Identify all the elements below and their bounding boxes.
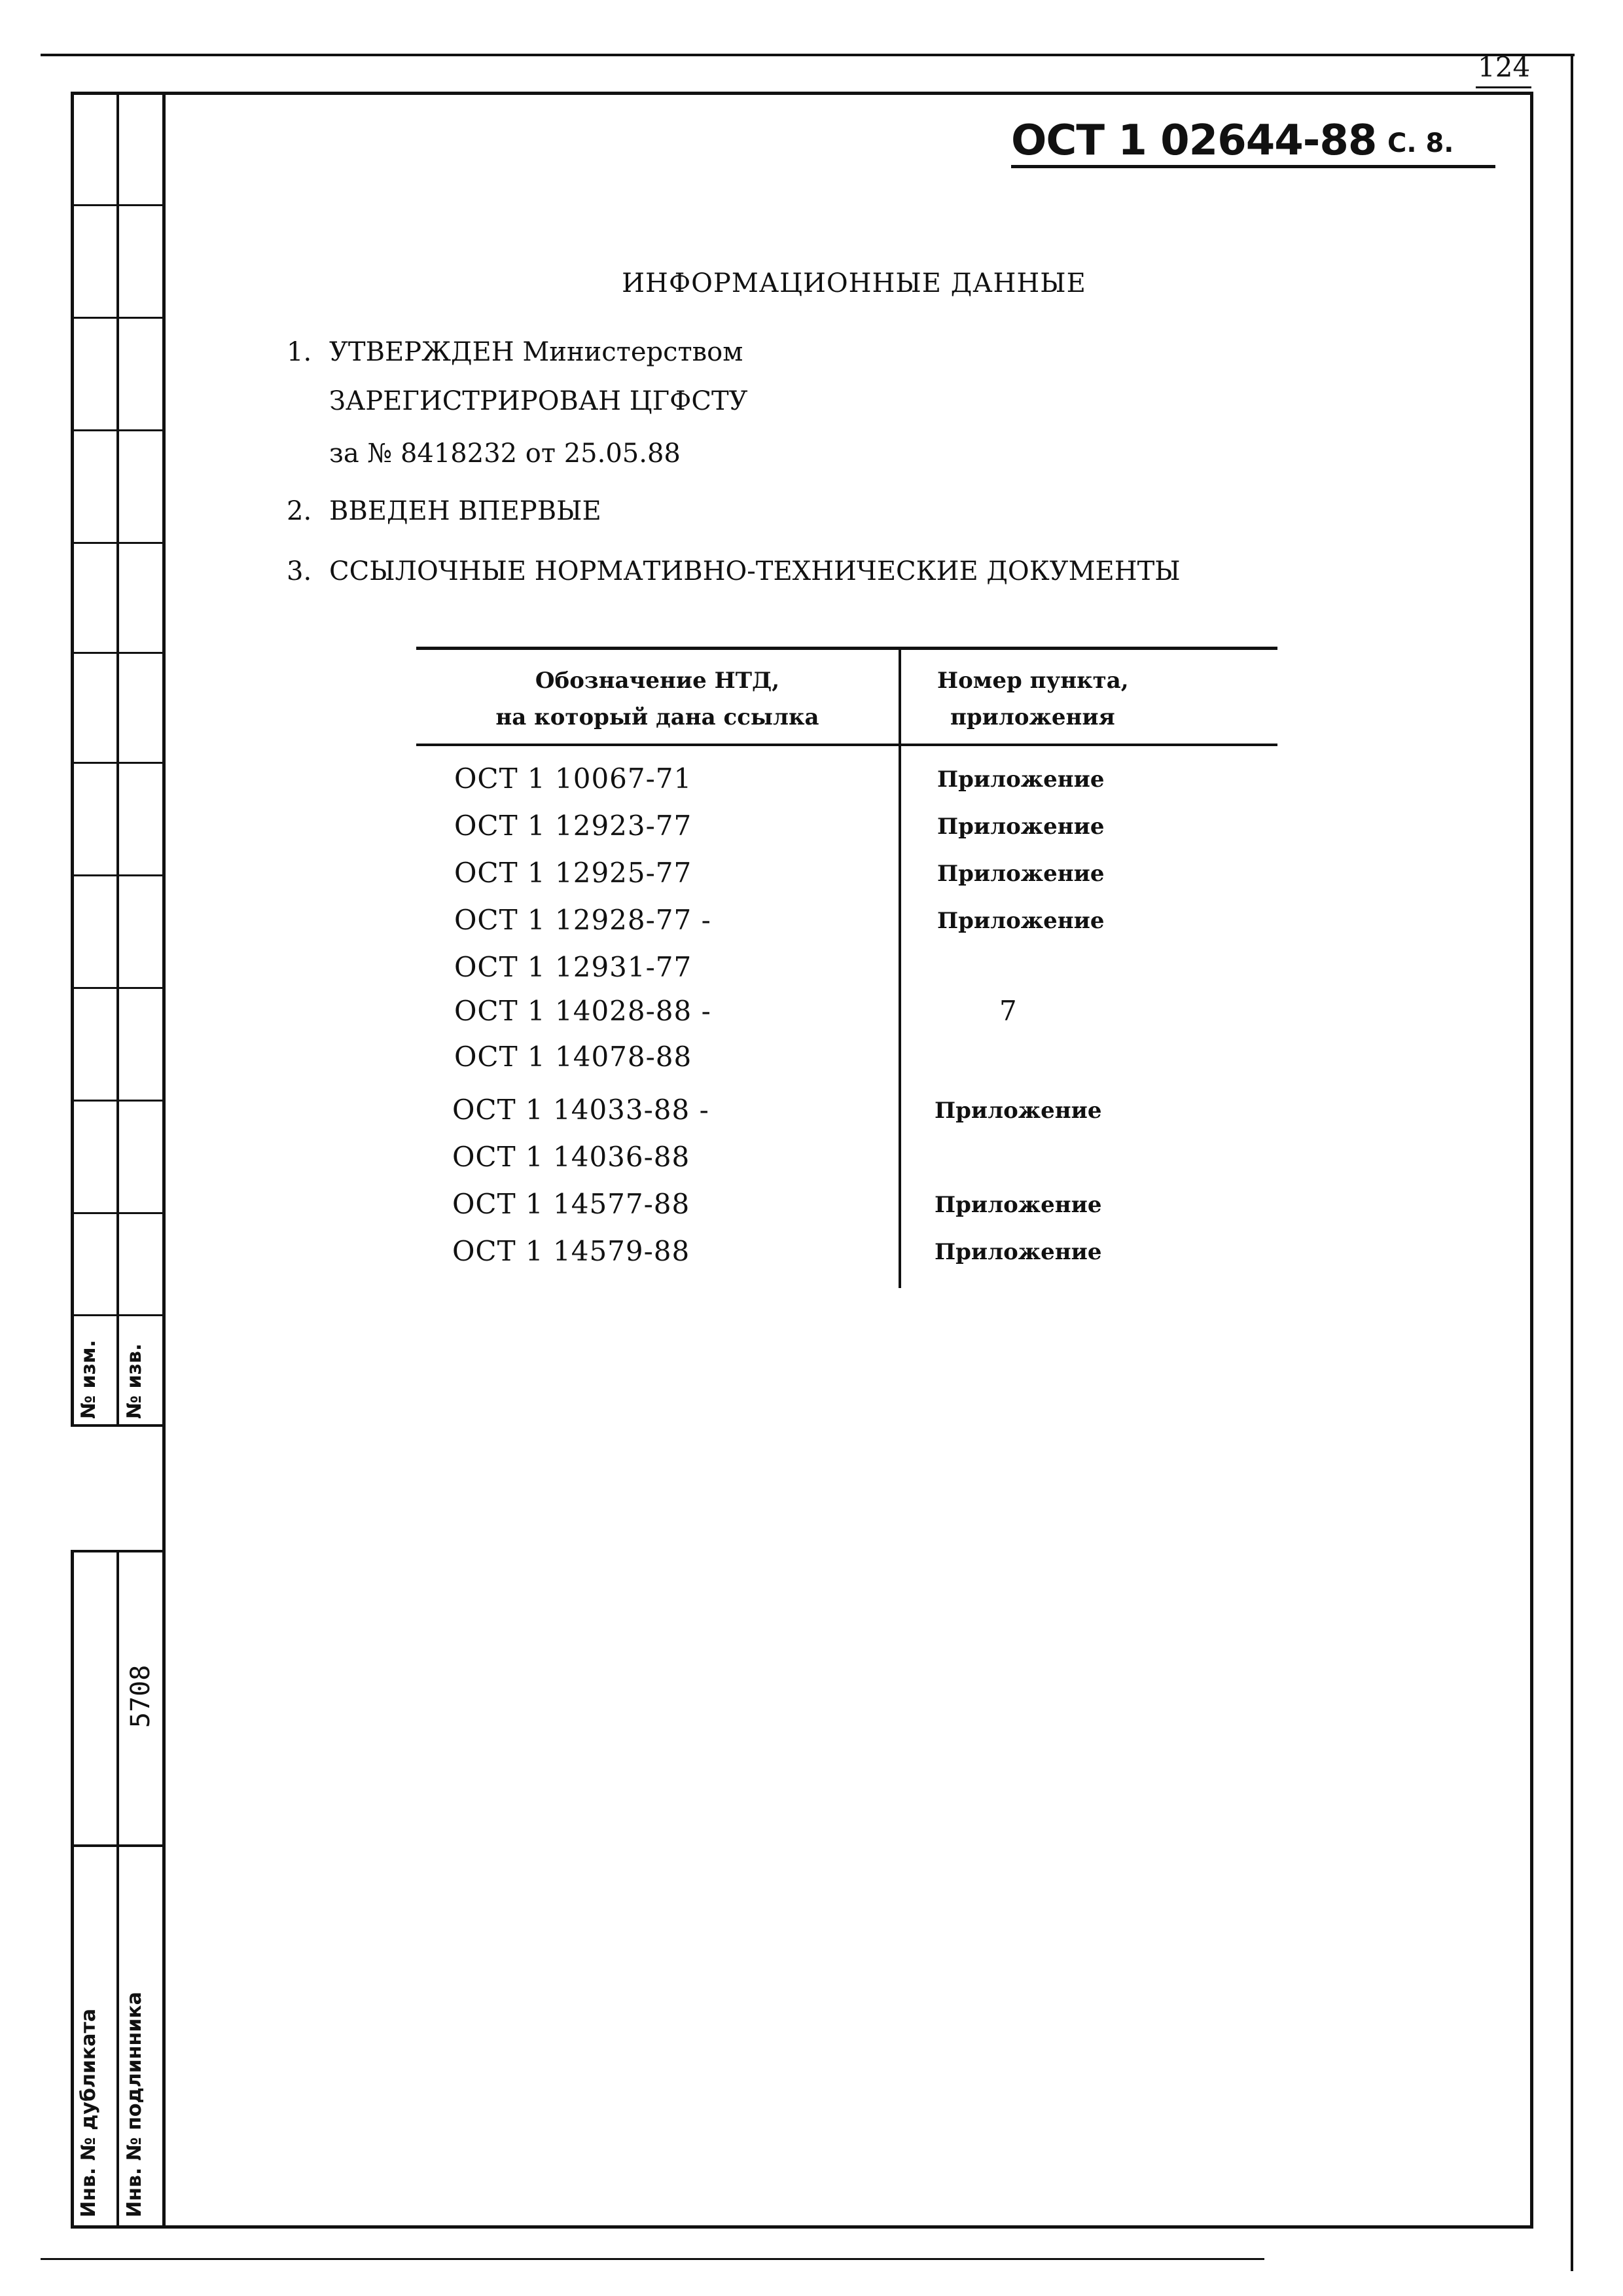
stamp-row-line <box>71 1314 166 1316</box>
ntd-reference: Приложение <box>937 908 1105 934</box>
table-row <box>416 1094 1277 1133</box>
document-designation: ОСТ 1 02644-88 <box>1011 117 1377 165</box>
table-row <box>416 810 1277 849</box>
ntd-code: ОСТ 1 12923-77 <box>454 810 692 842</box>
item-number: 2. <box>287 496 312 526</box>
ntd-reference: Приложение <box>935 1239 1102 1265</box>
frame-bottom <box>71 2225 1533 2229</box>
stamp-row-line <box>71 1212 166 1214</box>
ntd-code: ОСТ 1 14078-88 <box>454 1041 692 1073</box>
inventory-number: 5708 <box>126 1664 156 1728</box>
ntd-reference: Приложение <box>935 1098 1102 1124</box>
item-text: ЗАРЕГИСТРИРОВАН ЦГФСТУ <box>329 386 748 416</box>
table-row <box>416 904 1277 943</box>
ntd-reference: Приложение <box>937 814 1105 840</box>
stamp-row-line <box>71 987 166 989</box>
table-row <box>416 1235 1277 1274</box>
stamp-row-line <box>71 874 166 876</box>
ntd-code: ОСТ 1 12925-77 <box>454 857 692 889</box>
header-line: приложения <box>950 704 1115 730</box>
list-item <box>287 337 743 367</box>
header-line: Обозначение НТД, <box>535 668 780 694</box>
ntd-reference: Приложение <box>935 1192 1102 1218</box>
page-title: ИНФОРМАЦИОННЫЕ ДАННЫЕ <box>622 268 1086 298</box>
top-rule <box>41 54 1575 56</box>
stamp-lower-left <box>71 1550 74 2229</box>
table-header-border <box>416 744 1277 746</box>
list-item <box>287 556 1181 586</box>
sheet-number: 124 <box>1478 51 1531 83</box>
column-header-clause <box>901 662 1173 736</box>
table-row <box>416 1188 1277 1227</box>
page-indicator: С. 8. <box>1387 128 1454 158</box>
table-top-border <box>416 647 1277 650</box>
change-number-label: № изм. <box>77 1340 100 1419</box>
header-line: Номер пункта, <box>937 668 1129 694</box>
list-item <box>287 386 748 416</box>
notice-number-label: № изв. <box>123 1343 146 1419</box>
stamp-upper-bottom <box>71 1424 166 1427</box>
outer-right <box>1571 54 1573 2271</box>
item-number: 1. <box>287 337 312 367</box>
header-line: на который дана ссылка <box>495 704 819 730</box>
frame-right <box>1530 92 1533 2229</box>
ntd-code: ОСТ 1 10067-71 <box>454 762 692 795</box>
ntd-code: ОСТ 1 12928-77 - <box>454 904 711 936</box>
stamp-row-line <box>71 429 166 431</box>
stamp-row-line <box>71 762 166 764</box>
ntd-code: ОСТ 1 14033-88 - <box>452 1094 709 1126</box>
stamp-row-line <box>71 317 166 319</box>
item-text: ССЫЛОЧНЫЕ НОРМАТИВНО-ТЕХНИЧЕСКИЕ ДОКУМЕНТЫ <box>329 556 1181 586</box>
sheet-number-underline <box>1476 86 1531 88</box>
ntd-reference: Приложение <box>937 766 1105 793</box>
table-row <box>416 1041 1277 1080</box>
bottom-rule <box>41 2258 1264 2260</box>
table-row <box>416 951 1277 990</box>
frame-left <box>162 92 166 2229</box>
stamp-lower-mid <box>116 1550 119 2229</box>
stamp-row-line <box>71 542 166 544</box>
item-number: 3. <box>287 556 312 586</box>
stamp-lower-divider <box>71 1844 166 1847</box>
column-header-designation <box>416 662 899 736</box>
ntd-code: ОСТ 1 14036-88 <box>452 1141 690 1173</box>
table-row <box>416 1141 1277 1180</box>
stamp-row-line <box>71 652 166 654</box>
table-row <box>416 857 1277 896</box>
item-text: УТВЕРЖДЕН Министерством <box>329 337 743 367</box>
ntd-reference: Приложение <box>937 861 1105 887</box>
ntd-reference: 7 <box>999 995 1017 1027</box>
header-underline <box>1011 165 1495 168</box>
duplicate-inventory-label: Инв. № дубликата <box>77 2008 100 2217</box>
frame-top <box>71 92 1533 95</box>
ntd-code: ОСТ 1 12931-77 <box>454 951 692 983</box>
list-item <box>287 496 601 526</box>
table-row <box>416 762 1277 802</box>
stamp-row-line <box>71 204 166 206</box>
table-row <box>416 995 1277 1034</box>
ntd-code: ОСТ 1 14028-88 - <box>454 995 711 1027</box>
item-text: за № 8418232 от 25.05.88 <box>329 439 681 469</box>
list-item <box>287 439 681 469</box>
ntd-code: ОСТ 1 14579-88 <box>452 1235 690 1267</box>
ntd-code: ОСТ 1 14577-88 <box>452 1188 690 1220</box>
original-inventory-label: Инв. № подлинника <box>123 1992 146 2217</box>
item-text: ВВЕДЕН ВПЕРВЫЕ <box>329 496 601 526</box>
stamp-row-line <box>71 1100 166 1102</box>
